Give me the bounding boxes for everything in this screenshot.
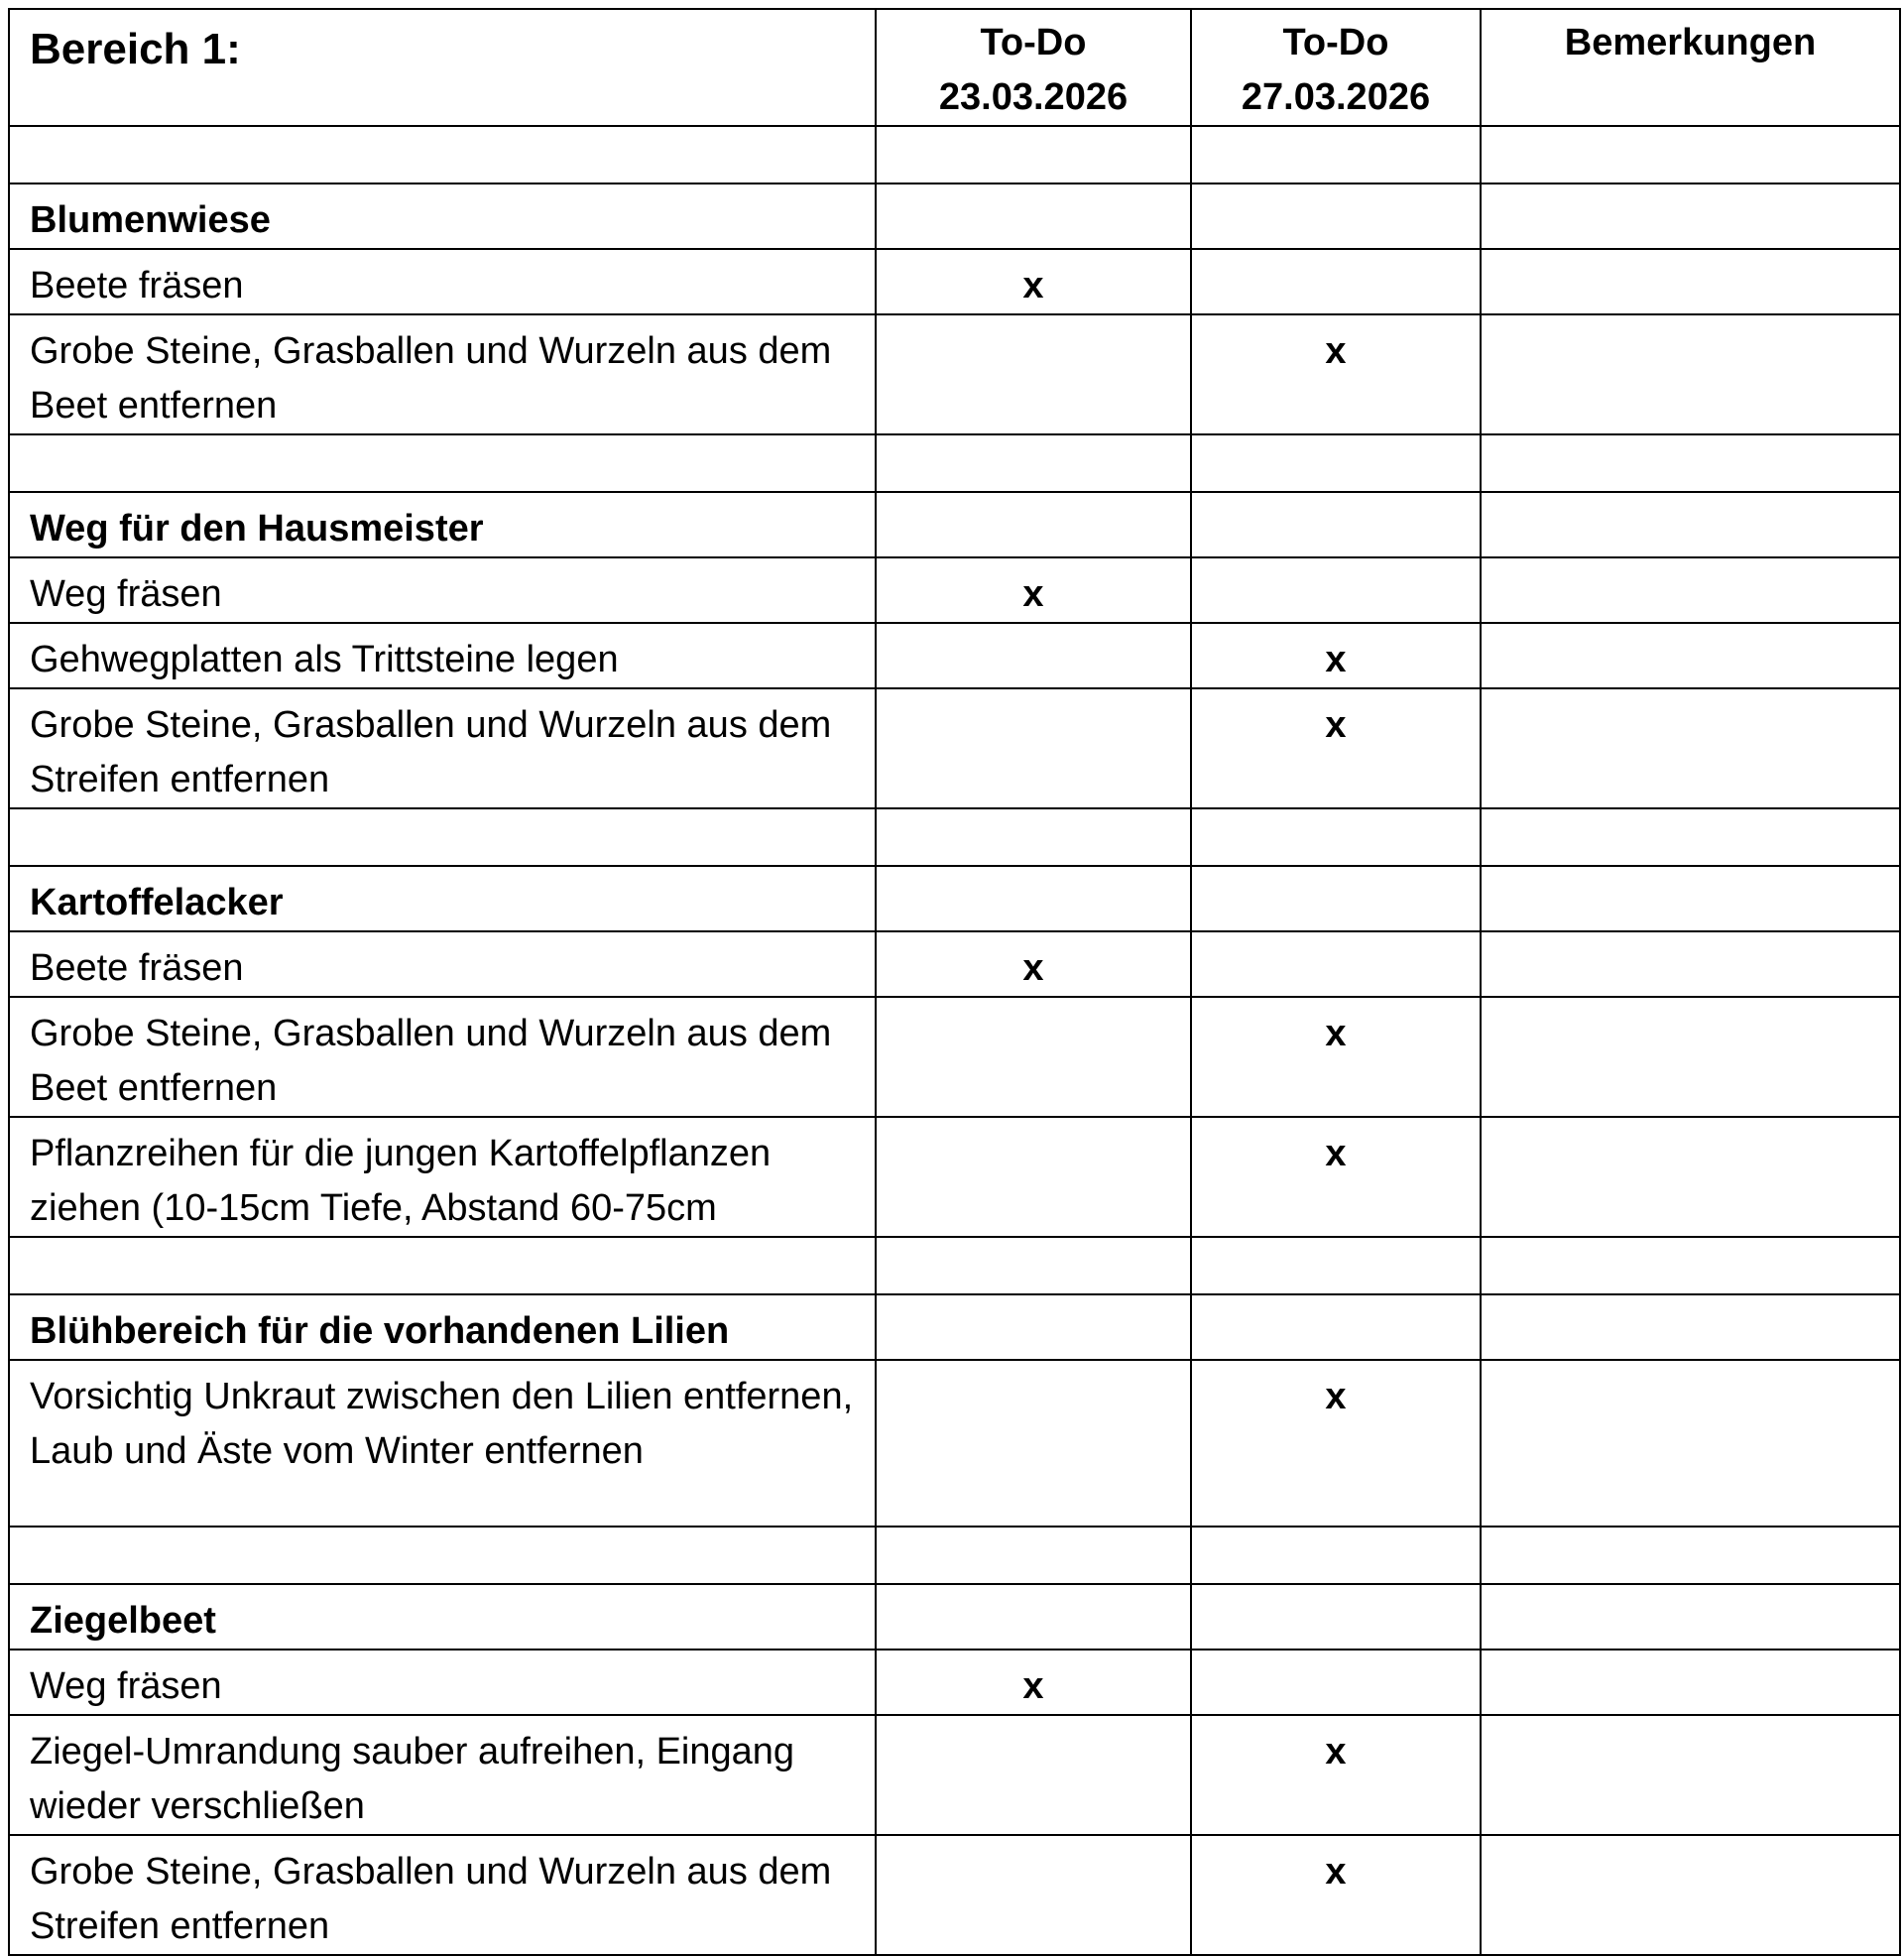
remark-cell	[1481, 183, 1900, 249]
mark-date-1	[876, 183, 1191, 249]
mark-date-2: x	[1191, 1835, 1481, 1955]
header-date-1: 23.03.2026	[938, 76, 1129, 118]
mark-date-2: x	[1191, 314, 1481, 434]
header-todo-label-2: To-Do	[1282, 22, 1389, 63]
mark-date-2	[1191, 249, 1481, 314]
mark-date-1	[876, 808, 1191, 866]
mark-date-1	[876, 1584, 1191, 1650]
task-label: Weg fräsen	[9, 557, 876, 623]
task-label	[9, 1237, 876, 1294]
task-row	[9, 997, 1900, 1117]
section-heading: Ziegelbeet	[9, 1584, 876, 1650]
mark-date-1	[876, 126, 1191, 183]
section-row	[9, 1584, 1900, 1650]
section-heading: Weg für den Hausmeister	[9, 492, 876, 557]
mark-date-2: x	[1191, 997, 1481, 1117]
mark-date-1: x	[876, 931, 1191, 997]
section-row	[9, 492, 1900, 557]
task-row	[9, 1360, 1900, 1527]
spacer-row	[9, 808, 1900, 866]
section-heading: Blumenwiese	[9, 183, 876, 249]
mark-date-2: x	[1191, 1360, 1481, 1527]
task-row	[9, 1117, 1900, 1237]
remark-cell	[1481, 1715, 1900, 1835]
header-date-2: 27.03.2026	[1241, 76, 1431, 118]
remark-cell	[1481, 557, 1900, 623]
task-label: Weg fräsen	[9, 1650, 876, 1715]
mark-date-2	[1191, 808, 1481, 866]
task-label	[9, 126, 876, 183]
spacer-row	[9, 434, 1900, 492]
mark-date-2	[1191, 1294, 1481, 1360]
section-heading: Blühbereich für die vorhandenen Lilien	[9, 1294, 876, 1360]
task-label: Grobe Steine, Grasballen und Wurzeln aus dem Beet entfernen	[9, 314, 876, 434]
remark-cell	[1481, 931, 1900, 997]
section-heading: Kartoffelacker	[9, 866, 876, 931]
task-label: Ziegel-Umrandung sauber aufreihen, Eingang wieder verschließen	[9, 1715, 876, 1835]
section-row	[9, 183, 1900, 249]
remark-cell	[1481, 1650, 1900, 1715]
mark-date-1	[876, 1715, 1191, 1835]
remark-cell	[1481, 1835, 1900, 1955]
task-row	[9, 688, 1900, 808]
task-row	[9, 314, 1900, 434]
task-label: Grobe Steine, Grasballen und Wurzeln aus dem Beet entfernen	[9, 997, 876, 1117]
remark-cell	[1481, 688, 1900, 808]
header-row	[9, 9, 1900, 126]
task-label: Beete fräsen	[9, 249, 876, 314]
mark-date-1	[876, 623, 1191, 688]
task-label: Beete fräsen	[9, 931, 876, 997]
task-row	[9, 1715, 1900, 1835]
task-label	[9, 1527, 876, 1584]
mark-date-2	[1191, 126, 1481, 183]
remark-cell	[1481, 1584, 1900, 1650]
remark-cell	[1481, 492, 1900, 557]
task-label: Gehwegplatten als Trittsteine legen	[9, 623, 876, 688]
mark-date-2	[1191, 1527, 1481, 1584]
task-row	[9, 557, 1900, 623]
task-label: Pflanzreihen für die jungen Kartoffelpflanzen ziehen (10-15cm Tiefe, Abstand 60-75cm	[9, 1117, 876, 1237]
mark-date-1	[876, 997, 1191, 1117]
spacer-row	[9, 1237, 1900, 1294]
mark-date-2	[1191, 434, 1481, 492]
mark-date-2	[1191, 1237, 1481, 1294]
mark-date-1	[876, 1835, 1191, 1955]
header-todo-label-1: To-Do	[980, 22, 1087, 63]
section-row	[9, 866, 1900, 931]
mark-date-1	[876, 688, 1191, 808]
area-title: Bereich 1:	[9, 9, 876, 126]
mark-date-1: x	[876, 557, 1191, 623]
remark-cell	[1481, 1237, 1900, 1294]
remark-cell	[1481, 1294, 1900, 1360]
task-row	[9, 1650, 1900, 1715]
header-todo-date-1	[876, 9, 1191, 126]
mark-date-1	[876, 1237, 1191, 1294]
mark-date-1: x	[876, 1650, 1191, 1715]
mark-date-1: x	[876, 249, 1191, 314]
task-row	[9, 623, 1900, 688]
mark-date-2	[1191, 1650, 1481, 1715]
remark-cell	[1481, 314, 1900, 434]
task-sheet	[8, 8, 1901, 1956]
mark-date-2	[1191, 557, 1481, 623]
remark-cell	[1481, 249, 1900, 314]
task-row	[9, 1835, 1900, 1955]
mark-date-1	[876, 492, 1191, 557]
mark-date-2	[1191, 866, 1481, 931]
spacer-row	[9, 1527, 1900, 1584]
remark-cell	[1481, 126, 1900, 183]
remark-cell	[1481, 1527, 1900, 1584]
mark-date-2	[1191, 1584, 1481, 1650]
mark-date-2: x	[1191, 623, 1481, 688]
mark-date-1	[876, 314, 1191, 434]
remark-cell	[1481, 434, 1900, 492]
task-label: Vorsichtig Unkraut zwischen den Lilien entfernen, Laub und Äste vom Winter entfernen	[9, 1360, 876, 1527]
mark-date-1	[876, 1294, 1191, 1360]
task-label	[9, 808, 876, 866]
header-todo-date-2	[1191, 9, 1481, 126]
mark-date-1	[876, 434, 1191, 492]
mark-date-1	[876, 1360, 1191, 1527]
mark-date-1	[876, 866, 1191, 931]
remark-cell	[1481, 623, 1900, 688]
task-label	[9, 434, 876, 492]
mark-date-2: x	[1191, 1715, 1481, 1835]
mark-date-1	[876, 1527, 1191, 1584]
mark-date-2	[1191, 183, 1481, 249]
mark-date-1	[876, 1117, 1191, 1237]
todo-table	[8, 8, 1901, 1956]
remark-cell	[1481, 866, 1900, 931]
remark-cell	[1481, 997, 1900, 1117]
task-row	[9, 249, 1900, 314]
task-label: Grobe Steine, Grasballen und Wurzeln aus dem Streifen entfernen	[9, 688, 876, 808]
section-row	[9, 1294, 1900, 1360]
mark-date-2: x	[1191, 1117, 1481, 1237]
remark-cell	[1481, 1117, 1900, 1237]
mark-date-2	[1191, 931, 1481, 997]
mark-date-2: x	[1191, 688, 1481, 808]
task-row	[9, 931, 1900, 997]
remark-cell	[1481, 1360, 1900, 1527]
mark-date-2	[1191, 492, 1481, 557]
task-label: Grobe Steine, Grasballen und Wurzeln aus dem Streifen entfernen	[9, 1835, 876, 1955]
spacer-row	[9, 126, 1900, 183]
header-remarks: Bemerkungen	[1481, 9, 1900, 126]
remark-cell	[1481, 808, 1900, 866]
